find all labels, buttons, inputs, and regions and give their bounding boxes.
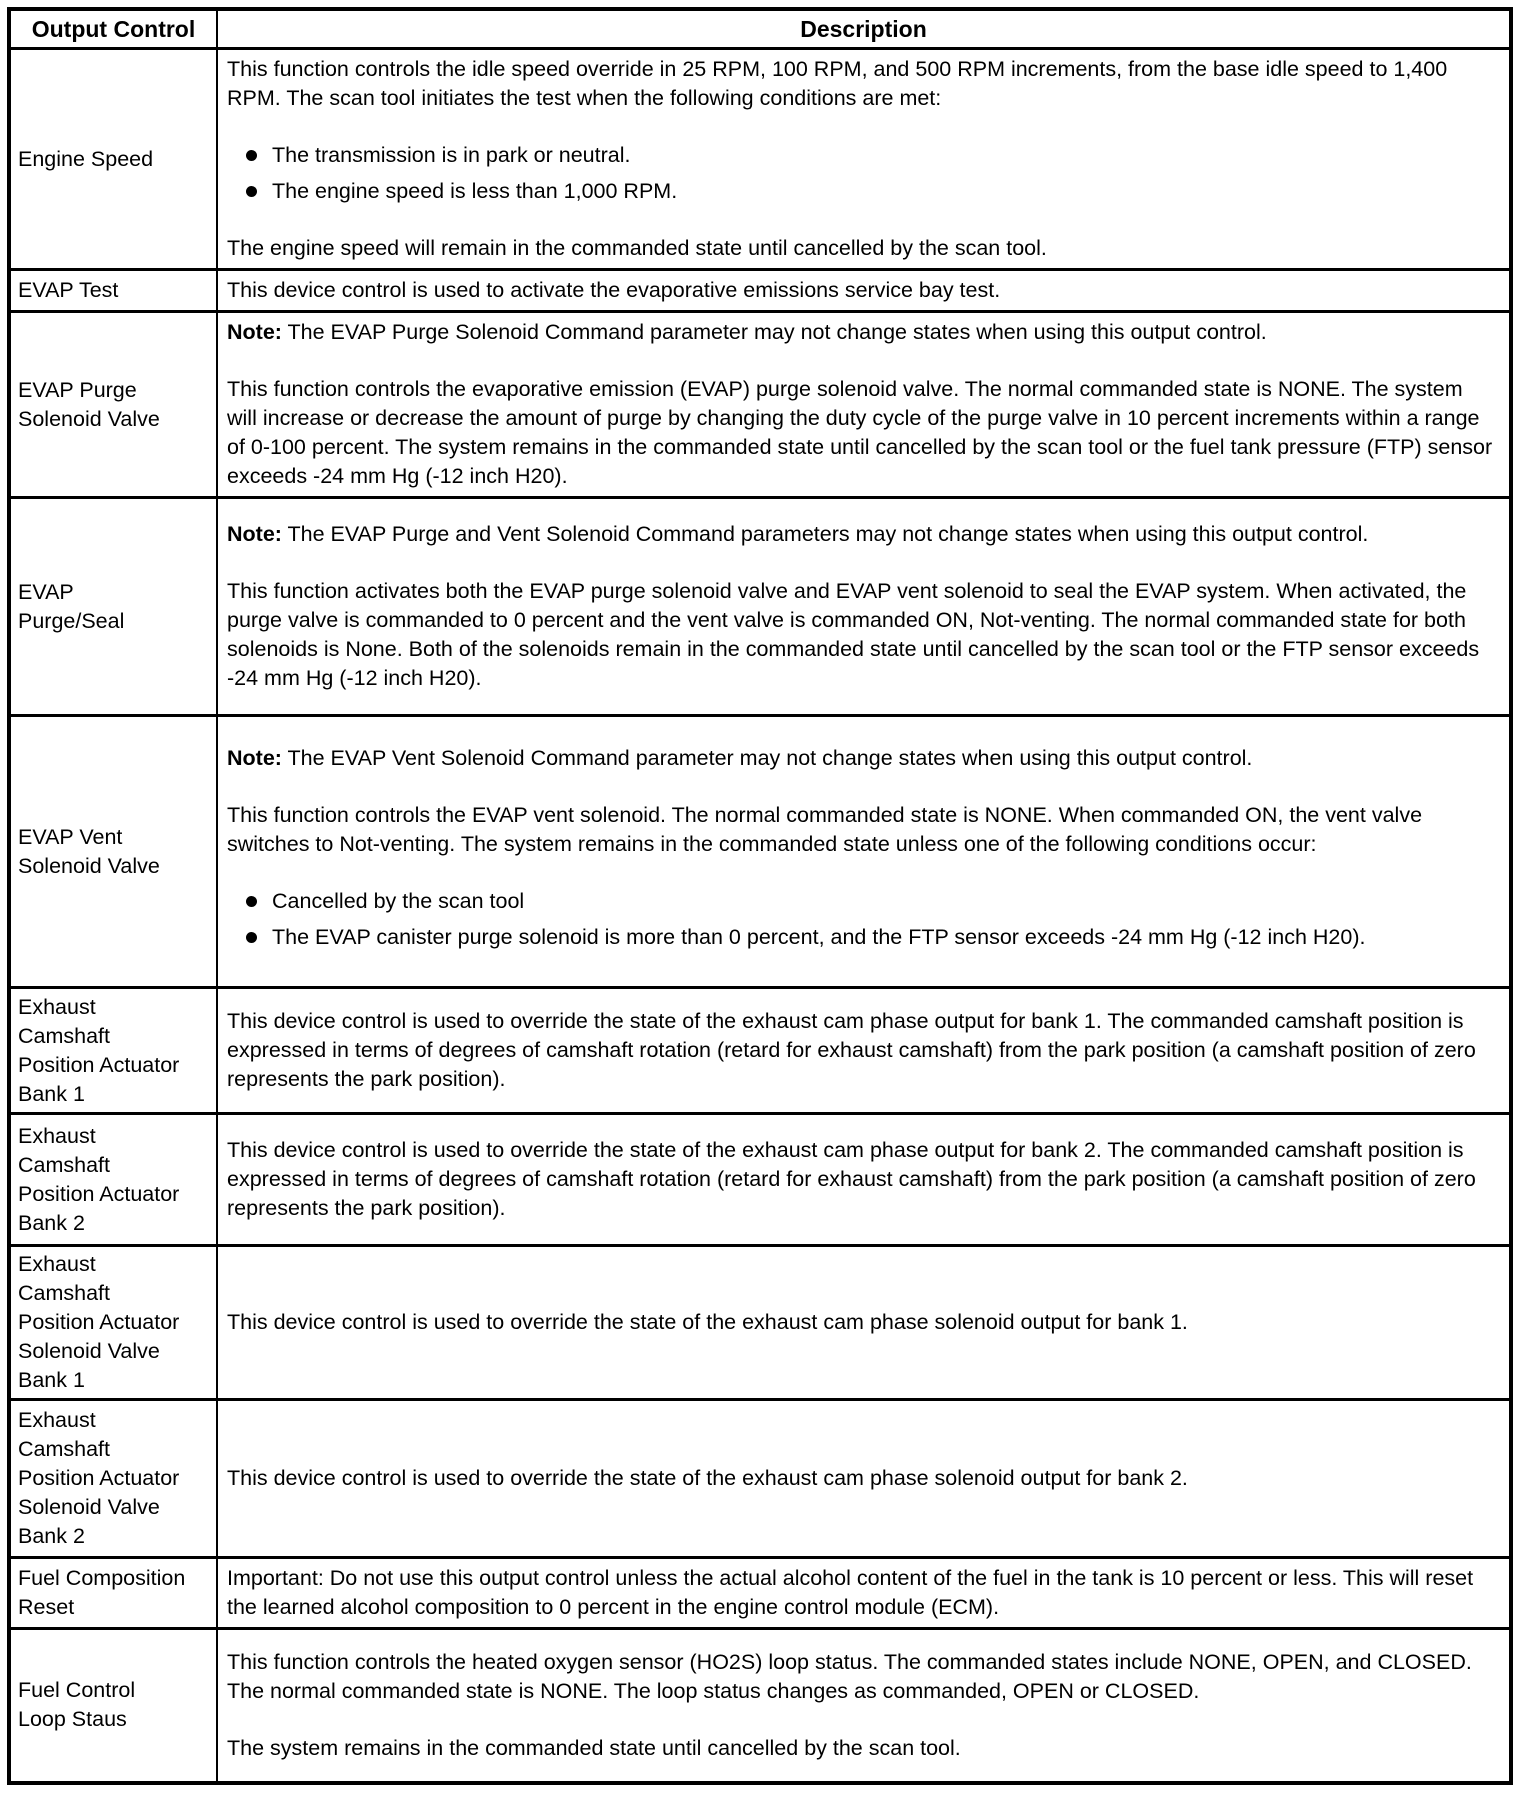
description-cell <box>217 1629 1511 1783</box>
description-paragraph <box>227 318 1497 347</box>
paragraph-text: The EVAP Purge and Vent Solenoid Command parameters may not change states when using this output control. <box>281 522 1369 546</box>
output-control-cell <box>9 988 217 1114</box>
note-label: Note: <box>227 522 282 546</box>
table-body <box>9 49 1511 1783</box>
bullet-list <box>227 887 1497 952</box>
output-control-cell <box>9 1246 217 1400</box>
list-item <box>227 923 1497 952</box>
header-output-control: Output Control <box>9 9 217 49</box>
output-control-label: Purge/Seal <box>18 608 125 633</box>
output-control-label: EVAP Purge <box>18 377 137 402</box>
paragraph-text: This device control is used to activate the evaporative emissions service bay test. <box>227 278 1001 302</box>
output-control-label: Exhaust <box>18 1123 96 1148</box>
list-item <box>227 887 1497 916</box>
output-control-label: Loop Staus <box>18 1707 127 1732</box>
description-paragraph <box>227 1464 1497 1493</box>
paragraph-text: The system remains in the commanded state until cancelled by the scan tool. <box>227 1735 961 1760</box>
output-control-label: Engine Speed <box>18 146 154 171</box>
description-paragraph <box>227 1734 1497 1763</box>
description-cell <box>217 988 1511 1114</box>
description-cell <box>217 716 1511 988</box>
output-control-label: Bank 2 <box>18 1524 85 1548</box>
description-cell <box>217 49 1511 270</box>
output-control-cell <box>9 1558 217 1629</box>
description-paragraph <box>227 234 1497 263</box>
output-control-label: Bank 1 <box>18 1368 85 1392</box>
description-paragraph <box>227 1648 1497 1706</box>
output-control-label: Solenoid Valve <box>18 406 160 431</box>
output-control-label: Exhaust <box>18 1408 96 1432</box>
bullet-dot-icon <box>246 932 257 943</box>
paragraph-text: This function controls the heated oxygen sensor (HO2S) loop status. The commanded states include NONE, OPEN, and CLOSED. The normal commanded state is NONE. The loop status changes as commanded, OPEN or CLOSED. <box>227 1649 1472 1703</box>
output-control-label: Solenoid Valve <box>18 1339 160 1363</box>
list-item <box>227 141 1497 170</box>
output-control-cell <box>9 49 217 270</box>
table-row <box>9 1629 1511 1783</box>
table-row <box>9 1558 1511 1629</box>
output-control-cell <box>9 312 217 498</box>
description-cell <box>217 498 1511 716</box>
output-control-label: Reset <box>18 1595 75 1619</box>
paragraph-text: This function controls the EVAP vent solenoid. The normal commanded state is NONE. When commanded ON, the vent valve switches to Not-venting. The system remains in the commanded state unless one of the following conditions occur: <box>227 803 1423 856</box>
note-label: Note: <box>227 320 282 344</box>
output-control-cell <box>9 716 217 988</box>
bullet-list <box>227 141 1497 206</box>
table-row <box>9 312 1511 498</box>
output-control-label: Camshaft <box>18 1023 111 1048</box>
bullet-text: Cancelled by the scan tool <box>272 889 525 913</box>
header-row <box>9 9 1511 49</box>
output-control-label: Camshaft <box>18 1281 111 1305</box>
header-description: Description <box>217 9 1511 49</box>
output-control-label: Exhaust <box>18 994 96 1019</box>
paragraph-text: The EVAP Purge Solenoid Command parameter may not change states when using this output control. <box>281 320 1267 344</box>
description-cell <box>217 312 1511 498</box>
description-paragraph <box>227 577 1497 693</box>
output-control-label: Bank 1 <box>18 1081 85 1106</box>
bullet-dot-icon <box>246 150 257 161</box>
description-cell <box>217 1246 1511 1400</box>
output-control-cell <box>9 1400 217 1558</box>
bullet-dot-icon <box>246 186 257 197</box>
description-paragraph <box>227 55 1497 113</box>
bullet-text: The transmission is in park or neutral. <box>272 143 631 167</box>
paragraph-text: This device control is used to override the state of the exhaust cam phase solenoid output for bank 1. <box>227 1310 1188 1334</box>
paragraph-text: This function controls the idle speed override in 25 RPM, 100 RPM, and 500 RPM increments, from the base idle speed to 1,400 RPM. The scan tool initiates the test when the following conditions are met: <box>227 57 1448 110</box>
output-control-label: Position Actuator <box>18 1466 180 1490</box>
output-control-cell <box>9 1629 217 1783</box>
description-paragraph <box>227 1136 1497 1223</box>
output-control-label: EVAP <box>18 579 74 604</box>
paragraph-text: This function controls the evaporative emission (EVAP) purge solenoid valve. The normal commanded state is NONE. The system will increase or decrease the amount of purge by changing the duty cycle of the purge valve in 10 percent increments within a range of 0-100 percent. The system remains in the commanded state until cancelled by the scan tool or the fuel tank pressure (FTP) sensor exceeds -24 mm Hg (-12 inch H20). <box>227 377 1493 488</box>
output-control-label: Position Actuator <box>18 1052 180 1077</box>
output-control-label: Position Actuator <box>18 1310 180 1334</box>
paragraph-text: This device control is used to override the state of the exhaust cam phase solenoid output for bank 2. <box>227 1466 1188 1490</box>
paragraph-text: Important: Do not use this output control unless the actual alcohol content of the fuel in the tank is 10 percent or less. This will reset the learned alcohol composition to 0 percent in the engine control module (ECM). <box>227 1566 1474 1619</box>
output-control-table <box>7 7 1513 1785</box>
output-control-label: EVAP Vent <box>18 824 123 849</box>
description-paragraph <box>227 375 1497 491</box>
table-row <box>9 1400 1511 1558</box>
output-control-label: Position Actuator <box>18 1181 180 1206</box>
paragraph-text: The engine speed will remain in the commanded state until cancelled by the scan tool. <box>227 236 1047 260</box>
output-control-label: Exhaust <box>18 1252 96 1276</box>
bullet-text: The EVAP canister purge solenoid is more than 0 percent, and the FTP sensor exceeds -24 mm Hg (-12 inch H20). <box>272 925 1366 949</box>
note-label: Note: <box>227 746 282 770</box>
output-control-cell <box>9 498 217 716</box>
output-control-label: EVAP Test <box>18 278 119 302</box>
paragraph-text: This function activates both the EVAP purge solenoid valve and EVAP vent solenoid to seal the EVAP system. When activated, the purge valve is commanded to 0 percent and the vent valve is commanded ON, Not-venting. The normal commanded state for both solenoids is None. Both of the solenoids remain in the commanded state until cancelled by the scan tool or the FTP sensor exceeds -24 mm Hg (-12 inch H20). <box>227 579 1480 690</box>
bullet-dot-icon <box>246 896 257 907</box>
output-control-label: Bank 2 <box>18 1210 85 1235</box>
description-cell <box>217 1400 1511 1558</box>
paragraph-text: This device control is used to override the state of the exhaust cam phase output for bank 1. The commanded camshaft position is expressed in terms of degrees of camshaft rotation (retard for exhaust camshaft) from the park position (a camshaft position of zero represents the park position). <box>227 1009 1476 1091</box>
table-row <box>9 1114 1511 1246</box>
output-control-label: Camshaft <box>18 1152 111 1177</box>
description-paragraph <box>227 1308 1497 1337</box>
description-paragraph <box>227 1564 1497 1622</box>
table-row <box>9 498 1511 716</box>
output-control-label: Fuel Composition <box>18 1566 186 1590</box>
table-row <box>9 988 1511 1114</box>
paragraph-text: This device control is used to override the state of the exhaust cam phase output for bank 2. The commanded camshaft position is expressed in terms of degrees of camshaft rotation (retard for exhaust camshaft) from the park position (a camshaft position of zero represents the park position). <box>227 1138 1476 1220</box>
list-item <box>227 177 1497 206</box>
output-control-label: Fuel Control <box>18 1678 136 1703</box>
description-paragraph <box>227 1007 1497 1094</box>
output-control-label: Solenoid Valve <box>18 1495 160 1519</box>
description-paragraph <box>227 744 1497 773</box>
description-paragraph <box>227 801 1497 859</box>
table-header <box>9 9 1511 49</box>
table-row <box>9 716 1511 988</box>
description-paragraph <box>227 276 1497 305</box>
output-control-cell <box>9 1114 217 1246</box>
bullet-text: The engine speed is less than 1,000 RPM. <box>272 179 678 203</box>
paragraph-text: The EVAP Vent Solenoid Command parameter may not change states when using this output control. <box>281 746 1253 770</box>
description-paragraph <box>227 520 1497 549</box>
output-control-cell <box>9 270 217 312</box>
description-cell <box>217 1558 1511 1629</box>
description-cell <box>217 1114 1511 1246</box>
table-row <box>9 270 1511 312</box>
table-row <box>9 49 1511 270</box>
description-cell <box>217 270 1511 312</box>
output-control-label: Solenoid Valve <box>18 853 160 878</box>
output-control-label: Camshaft <box>18 1437 111 1461</box>
table-row <box>9 1246 1511 1400</box>
